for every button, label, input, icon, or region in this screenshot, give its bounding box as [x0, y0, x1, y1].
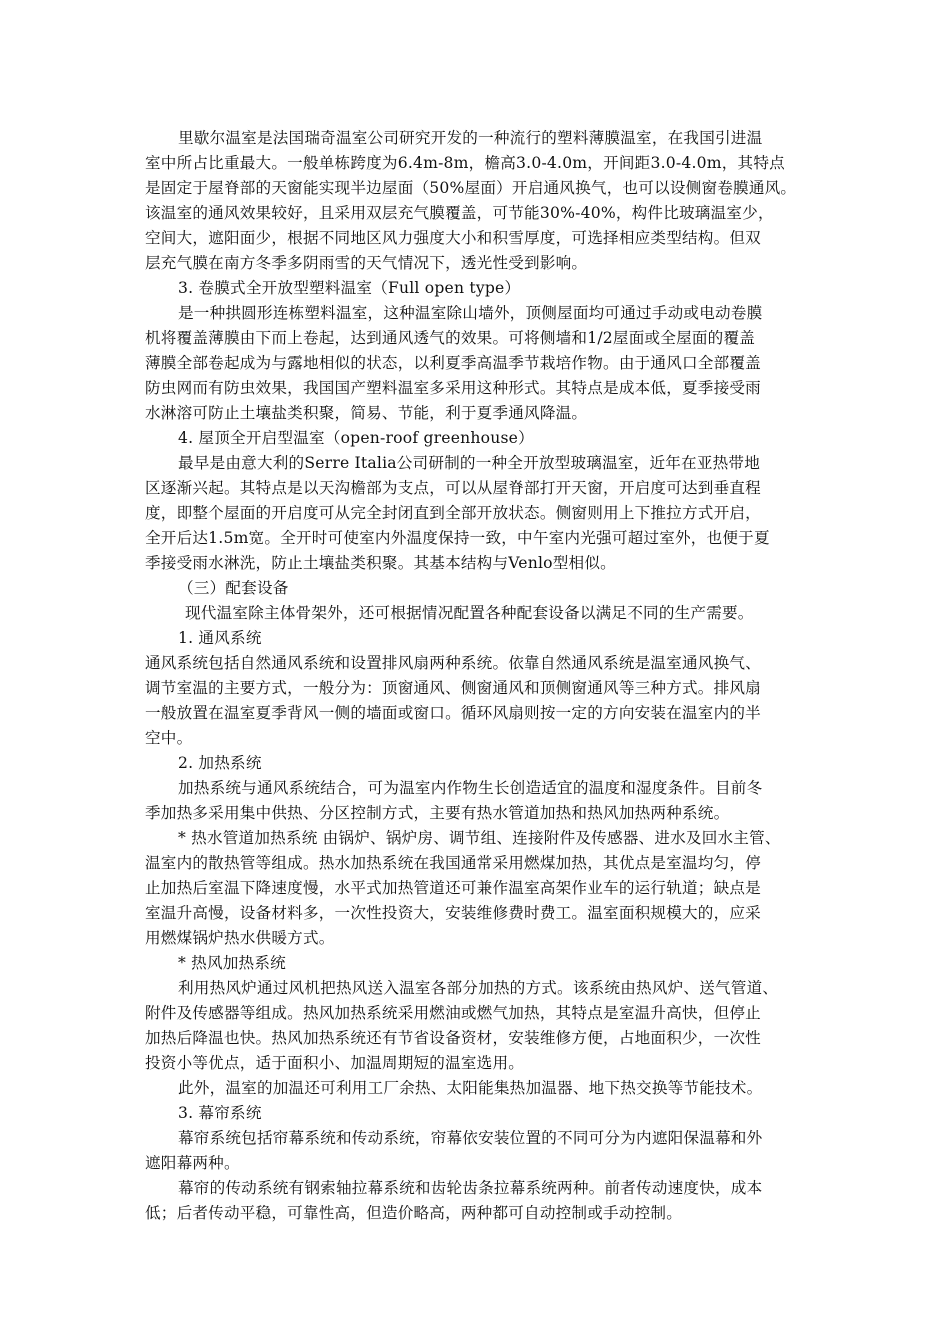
text-line: 室温升高慢，设备材料多，一次性投资大，安装维修费时费工。温室面积规模大的，应采 [145, 904, 761, 922]
text-line: 里歇尔温室是法国瑞奇温室公司研究开发的一种流行的塑料薄膜温室，在我国引进温 [178, 129, 763, 147]
text-line: 水淋溶可防止土壤盐类积聚，简易、节能，利于夏季通风降温。 [145, 404, 588, 422]
section-heading: 4. 屋顶全开启型温室（open-roof greenhouse） [178, 429, 534, 447]
text-line: 层充气膜在南方冬季多阴雨雪的天气情况下，透光性受到影响。 [145, 254, 588, 272]
text-line: 利用热风炉通过风机把热风送入温室各部分加热的方式。该系统由热风炉、送气管道、 [178, 979, 779, 997]
text-line: * 热水管道加热系统 由锅炉、锅炉房、调节组、连接附件及传感器、进水及回水主管、 [178, 829, 781, 847]
text-line: 是一种拱圆形连栋塑料温室，这种温室除山墙外，顶侧屋面均可通过手动或电动卷膜 [178, 304, 763, 322]
section-heading: * 热风加热系统 [178, 954, 286, 972]
section-heading: 3. 卷膜式全开放型塑料温室（Full open type） [178, 279, 521, 297]
text-line: 最早是由意大利的Serre Italia公司研制的一种全开放型玻璃温室，近年在亚热带地 [178, 454, 761, 472]
text-line: 附件及传感器等组成。热风加热系统采用燃油或燃气加热，其特点是室温升高快，但停止 [145, 1004, 761, 1022]
text-line: 止加热后室温下降速度慢，水平式加热管道还可兼作温室高架作业车的运行轨道；缺点是 [145, 879, 761, 897]
section-heading: 2. 加热系统 [178, 754, 262, 772]
text-line: 通风系统包括自然通风系统和设置排风扇两种系统。依靠自然通风系统是温室通风换气、 [145, 654, 761, 672]
text-line: 区逐渐兴起。其特点是以天沟檐部为支点，可以从屋脊部打开天窗，开启度可达到垂直程 [145, 479, 761, 497]
text-line: 室中所占比重最大。一般单栋跨度为6.4m-8m，檐高3.0-4.0m，开间距3.0-4.0m，其特点 [145, 154, 785, 172]
text-line: 全开后达1.5m宽。全开时可使室内外温度保持一致，中午室内光强可超过室外，也便于夏 [145, 529, 770, 547]
text-line: 遮阳幕两种。 [145, 1154, 240, 1172]
section-heading: （三）配套设备 [178, 579, 289, 597]
section-heading: 3. 幕帘系统 [178, 1104, 262, 1122]
text-line: 度，即整个屋面的开启度可从完全封闭直到全部开放状态。侧窗则用上下推拉方式开启， [145, 504, 761, 522]
text-line: 幕帘的传动系统有钢索轴拉幕系统和齿轮齿条拉幕系统两种。前者传动速度快，成本 [178, 1179, 763, 1197]
text-line: 空间大，遮阳面少，根据不同地区风力强度大小和积雪厚度，可选择相应类型结构。但双 [145, 229, 761, 247]
text-line: 机将覆盖薄膜由下而上卷起，达到通风透气的效果。可将侧墙和1/2屋面或全屋面的覆盖 [145, 329, 756, 347]
text-line: 空中。 [145, 729, 193, 747]
text-line: 该温室的通风效果较好，且采用双层充气膜覆盖，可节能30%-40%，构件比玻璃温室少， [145, 204, 774, 222]
text-line: 季接受雨水淋洗，防止土壤盐类积聚。其基本结构与Venlo型相似。 [145, 554, 616, 572]
text-line: 幕帘系统包括帘幕系统和传动系统，帘幕依安装位置的不同可分为内遮阳保温幕和外 [178, 1129, 763, 1147]
text-line: 防虫网而有防虫效果，我国国产塑料温室多采用这种形式。其特点是成本低，夏季接受雨 [145, 379, 761, 397]
text-line: 加热后降温也快。热风加热系统还有节省设备资材，安装维修方便，占地面积少，一次性 [145, 1029, 761, 1047]
text-line: 投资小等优点，适于面积小、加温周期短的温室选用。 [145, 1054, 525, 1072]
text-line: 用燃煤锅炉热水供暖方式。 [145, 929, 335, 947]
text-line: 一般放置在温室夏季背风一侧的墙面或窗口。循环风扇则按一定的方向安装在温室内的半 [145, 704, 761, 722]
text-line: 加热系统与通风系统结合，可为温室内作物生长创造适宜的温度和湿度条件。目前冬 [178, 779, 763, 797]
text-line: 温室内的散热管等组成。热水加热系统在我国通常采用燃煤加热，其优点是室温均匀，停 [145, 854, 761, 872]
text-line: 现代温室除主体骨架外，还可根据情况配置各种配套设备以满足不同的生产需要。 [185, 604, 754, 622]
text-line: 此外，温室的加温还可利用工厂余热、太阳能集热加温器、地下热交换等节能技术。 [178, 1079, 763, 1097]
text-line: 薄膜全部卷起成为与露地相似的状态，以利夏季高温季节栽培作物。由于通风口全部覆盖 [145, 354, 761, 372]
text-line: 调节室温的主要方式，一般分为：顶窗通风、侧窗通风和顶侧窗通风等三种方式。排风扇 [145, 679, 761, 697]
text-line: 是固定于屋脊部的天窗能实现半边屋面（50%屋面）开启通风换气，也可以设侧窗卷膜通风。 [145, 179, 797, 197]
text-line: 季加热多采用集中供热、分区控制方式，主要有热水管道加热和热风加热两种系统。 [145, 804, 730, 822]
text-line: 低；后者传动平稳，可靠性高，但造价略高，两种都可自动控制或手动控制。 [145, 1204, 682, 1222]
section-heading: 1. 通风系统 [178, 629, 262, 647]
